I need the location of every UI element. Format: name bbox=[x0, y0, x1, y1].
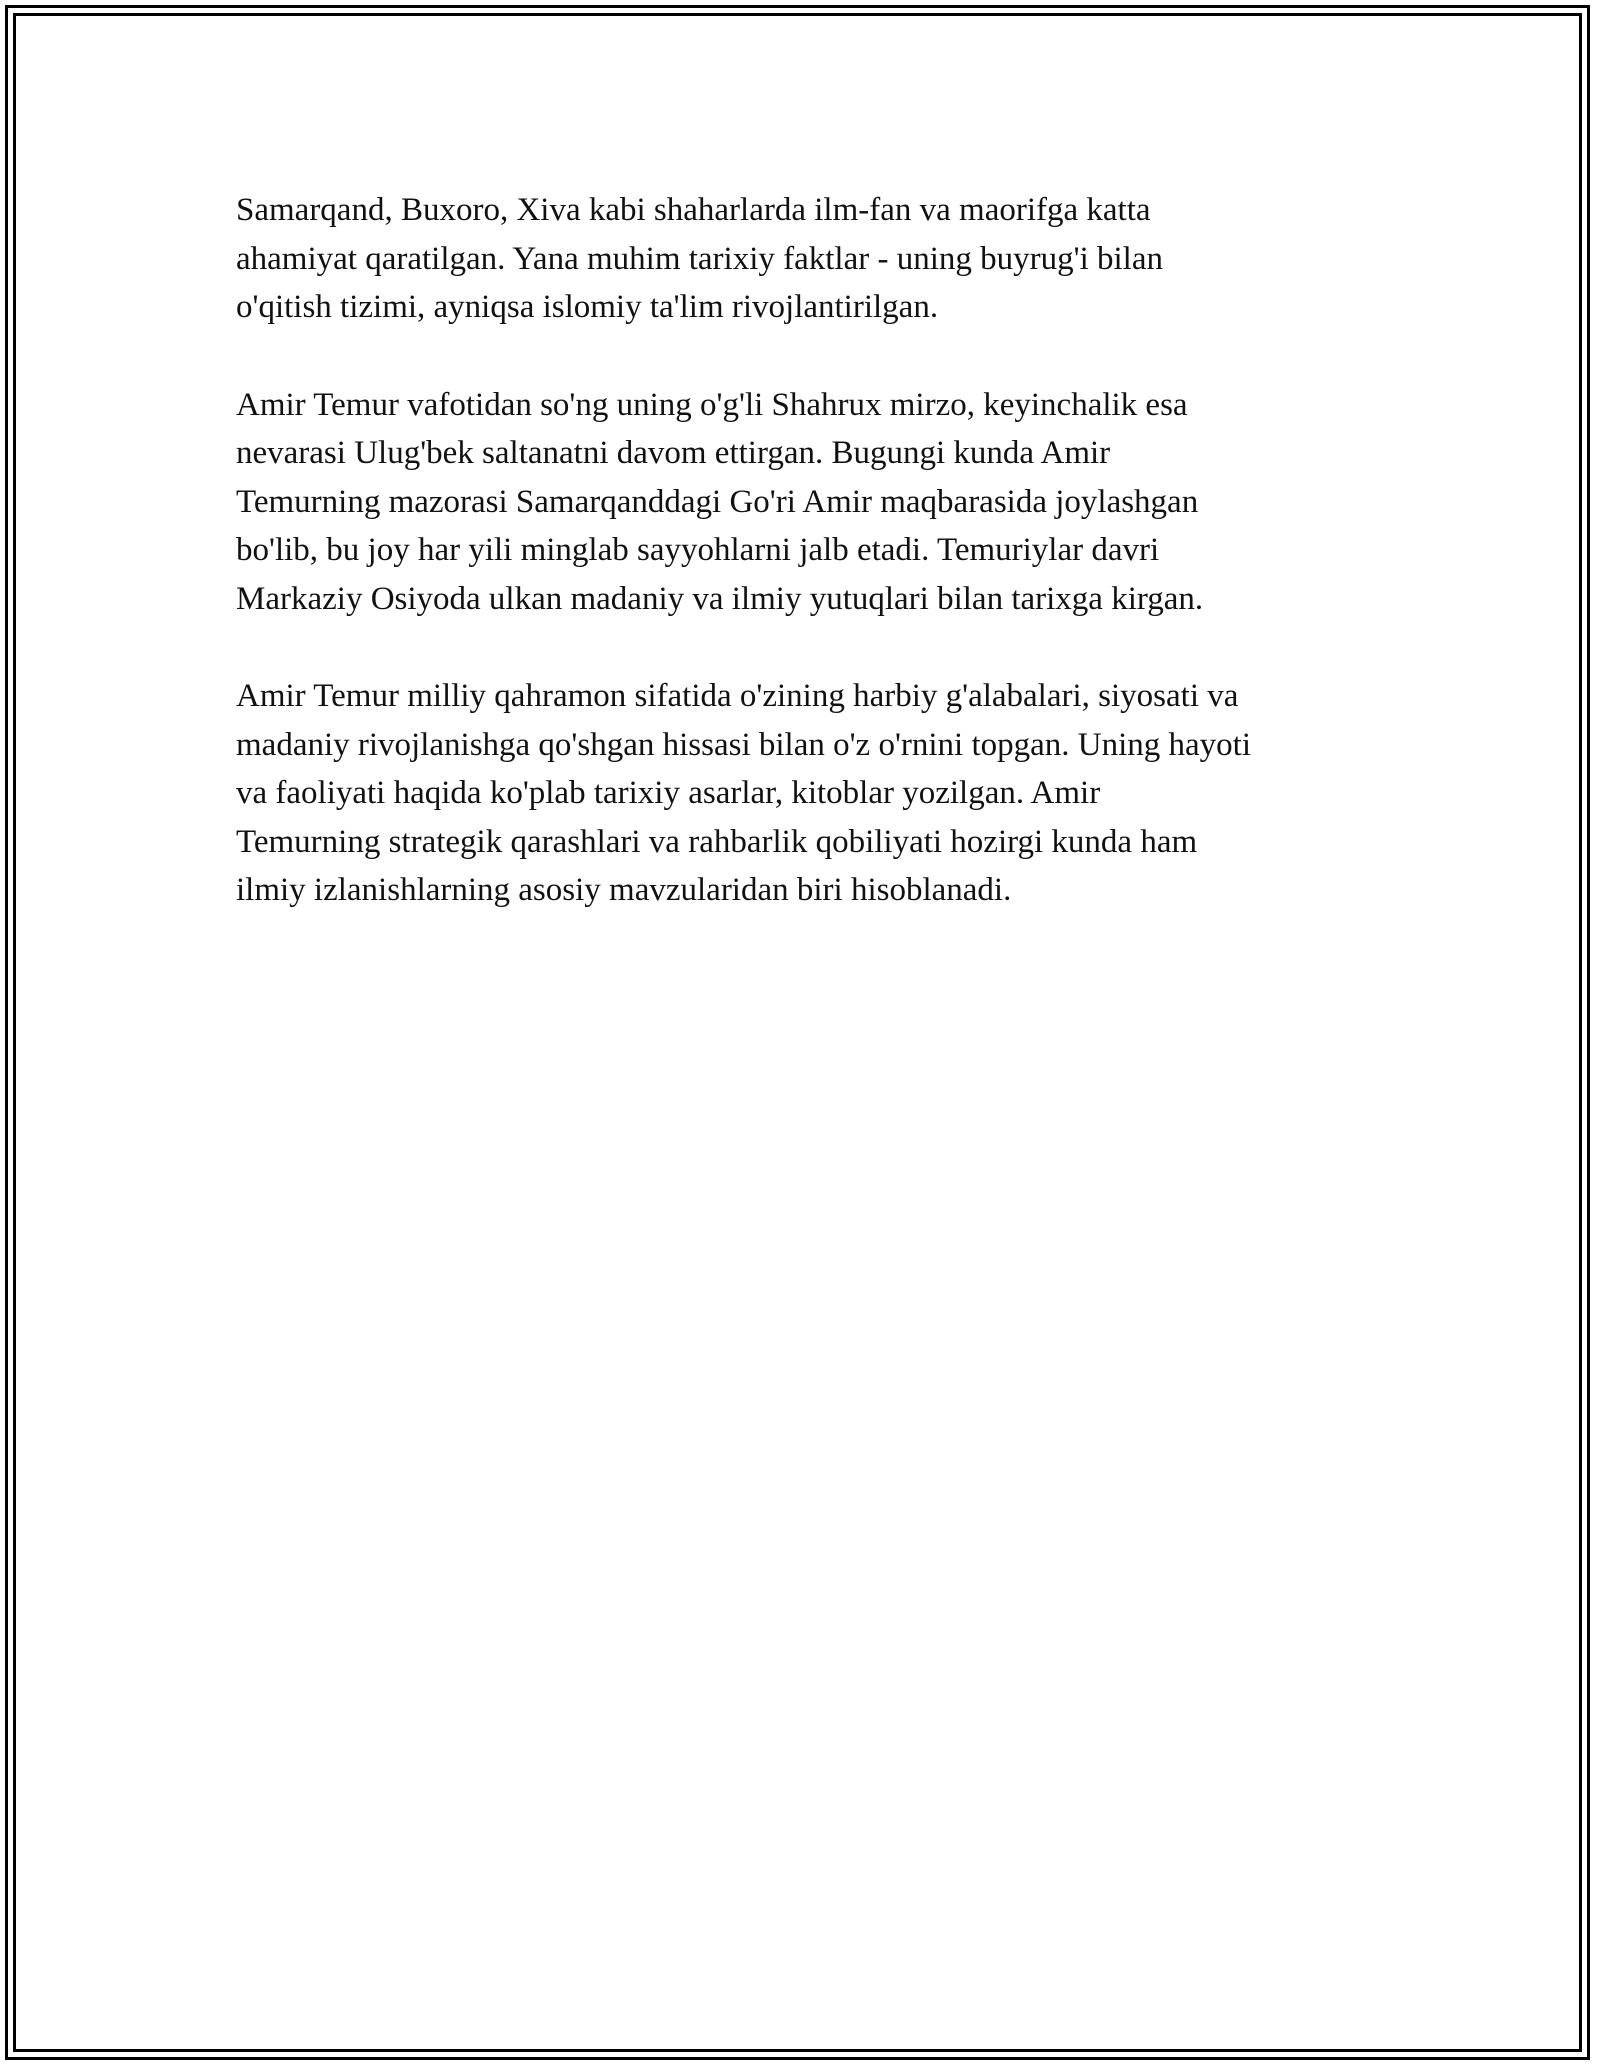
paragraph-legacy: Amir Temur milliy qahramon sifatida o'zining harbiy g'alabalari, siyosati va madaniy rivojlanishga qo'shgan hissasi bilan o'z o'rnini topgan. Uning hayoti va faoliyati haqida ko'plab tarixiy asarlar, kitoblar yozilgan. Amir Temurning strategik qarashlari va rahbarlik qobiliyati hozirgi kunda ham ilmiy izlanishlarning asosiy mavzularidan biri hisoblanadi. bbox=[236, 678, 1252, 908]
paragraph-succession: Amir Temur vafotidan so'ng uning o'g'li Shahrux mirzo, keyinchalik esa nevarasi Ulug'bek saltanatni davom ettirgan. Bugungi kunda Amir Temurning mazorasi Samarqanddagi Go'ri Amir maqbarasida joylashgan bo'lib, bu joy har yili minglab sayyohlarni jalb etadi. Temuriylar davri Markaziy Osiyoda ulkan madaniy va ilmiy yutuqlari bilan tarixga kirgan. bbox=[236, 386, 1204, 617]
document-body bbox=[236, 186, 1386, 964]
paragraph-education: Samarqand, Buxoro, Xiva kabi shaharlarda ilm-fan va maorifga katta ahamiyat qaratilgan. Yana muhim tarixiy faktlar - uning buyrug'i bilan o'qitish tizimi, ayniqsa islomiy ta'lim rivojlantirilgan. bbox=[236, 192, 1163, 325]
